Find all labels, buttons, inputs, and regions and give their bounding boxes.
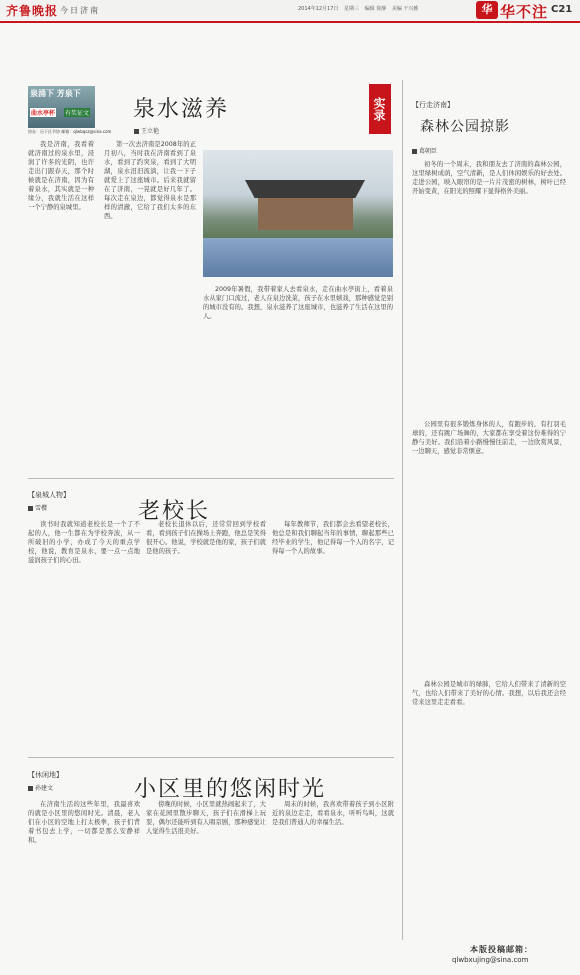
banner-sponsor: 协办：历下区节协 邮箱：qlwbqsz@sina.com [28,129,112,134]
article-title: 老校长 [138,499,211,524]
banner-green-label: 有奖征文 [65,110,90,117]
article-column: 森林公园是城市的绿肺，它给人们带来了清新的空气，也给人们带来了美好的心情。我想，以后我还会经常来这里走走看看。 [412,681,566,706]
page-number: C21 [551,4,573,15]
byline-square-icon [28,786,33,791]
article-title: 泉水滋养 [133,97,230,122]
column-divider [402,80,403,940]
pavilion-roof [245,180,365,198]
article-author: 葛朝臣 [419,148,438,155]
masthead [0,0,580,20]
pavilion-body [258,198,353,230]
article-column: 我是济南，我看着就济南过的泉水里，浸润了许多的光阴，也许走出门跟春天，那个时候就是在济南，因为有着泉水，其实就是一种缘分，我就生活在这样一个宁静的泉城里。 [28,141,94,211]
section-name: 今日济南 [60,6,100,15]
article-byline [134,126,159,135]
issue-designer: 美编 干兴雅 [391,6,419,12]
article-column: 周末的时候，我喜欢带着孩子到小区附近的泉边走走，看看泉水，听听鸟叫，这就是我们普通人的幸福生活。 [272,801,394,826]
column-logo-icon: 华 [476,1,498,19]
section-rule [28,757,394,758]
newspaper-brand: 齐鲁晚报 [6,4,59,18]
section-tag: 【行走济南】 [412,101,454,109]
header-rule [0,21,580,23]
article-column: 公园里有很多锻炼身体的人，有跑步的，有打羽毛球的，还有跳广场舞的，大家都在享受着这份难得的宁静与美好。我们沿着小路慢慢往前走，一边欣赏风景，一边聊天，感觉非常惬意。 [412,421,566,455]
article-author: 孙建文 [35,785,54,792]
article-author: 王立艳 [141,128,160,135]
article-byline [412,146,437,155]
byline-square-icon [134,129,139,134]
issue-date: 2014年12月17日 [298,6,339,12]
article-title: 森林公园掠影 [420,119,510,135]
article-column: 老校长退休以后，还常常回到学校看看，看到孩子们在操场上奔跑，他总是笑得很开心。他说，学校就是他的家，孩子们就是他的孩子。 [146,521,266,555]
byline-square-icon [28,506,33,511]
pavilion-photo [203,150,393,277]
spring-pool [203,238,393,277]
article-column: 读书时我就知道老校长是一个了不起的人，他一生都在为学校奔波，从一所破旧的小学，办成了今天的重点学校，他说，教育是泉水，要一点一点地滋润孩子们的心田。 [28,521,140,564]
section-tag: 【休闲地】 [28,771,63,779]
article-column: 第一次去济南是2008年的正月初八，当时我在济南看到了泉水，看到了趵突泉，看到了大明湖，泉水汨汨流淌，让我一下子就爱上了这座城市。后来我就留在了济南，一晃就是好几年了。每次走在泉边，都觉得泉水是那样的清澈，它给了我们太多的东西。 [104,141,196,220]
issue-editor: 编辑 徐静 [364,6,387,12]
article-author: 雪樱 [35,505,48,512]
article-byline [28,783,53,792]
banner-red-label: 曲水亭杯 [31,110,56,117]
article-column: 每年教师节，我们都会去看望老校长，他总是和我们聊起当年的事情，聊起那些已经毕业的学生，他记得每一个人的名字，记得每一个人的故事。 [272,521,394,555]
section-rule [28,478,394,479]
issue-meta [298,5,422,12]
banner-labels [30,108,93,117]
article-column: 2009年暑假，我带着家人去看泉水，走在曲水亭街上，看着泉水从家门口流过，老人在泉边洗菜，孩子在水里嬉戏，那种感觉是别的城市没有的。我想，泉水滋养了这座城市，也滋养了生活在这里的人。 [203,286,393,320]
submission-label: 本版投稿邮箱： [470,945,533,954]
article-column: 傍晚的时候，小区里就热闹起来了，大家在花园里散步聊天，孩子们在滑梯上玩耍，偶尔还能听到有人唱京剧，那种感觉让人觉得生活很美好。 [146,801,266,835]
banner-title: 泉涌下 芳泉下 [30,88,81,98]
article-column: 在济南生活的这些年里，我最喜欢的就是小区里的悠闲时光。清晨，老人们在小区的空地上打太极拳，孩子们背着书包去上学，一切都是那么安静祥和。 [28,801,140,844]
issue-weekday: 星期三 [344,6,360,12]
article-byline [28,503,47,512]
contest-banner [28,86,95,128]
section-tag: 【泉城人物】 [28,491,70,499]
byline-square-icon [412,149,417,154]
column-title: 华不注 [500,3,549,21]
submission-email: qlwbxujing@sina.com [452,956,529,964]
article-column: 初冬的一个周末，我和朋友去了济南的森林公园，这里绿树成荫，空气清新，是人们休闲娱乐的好去处。走进公园，映入眼帘的是一片片茂密的树林，树叶已经开始变黄，在阳光的照耀下显得格外美丽。 [412,161,566,195]
stamp-label: 实录 [369,84,391,134]
article-title: 小区里的悠闲时光 [134,777,327,802]
